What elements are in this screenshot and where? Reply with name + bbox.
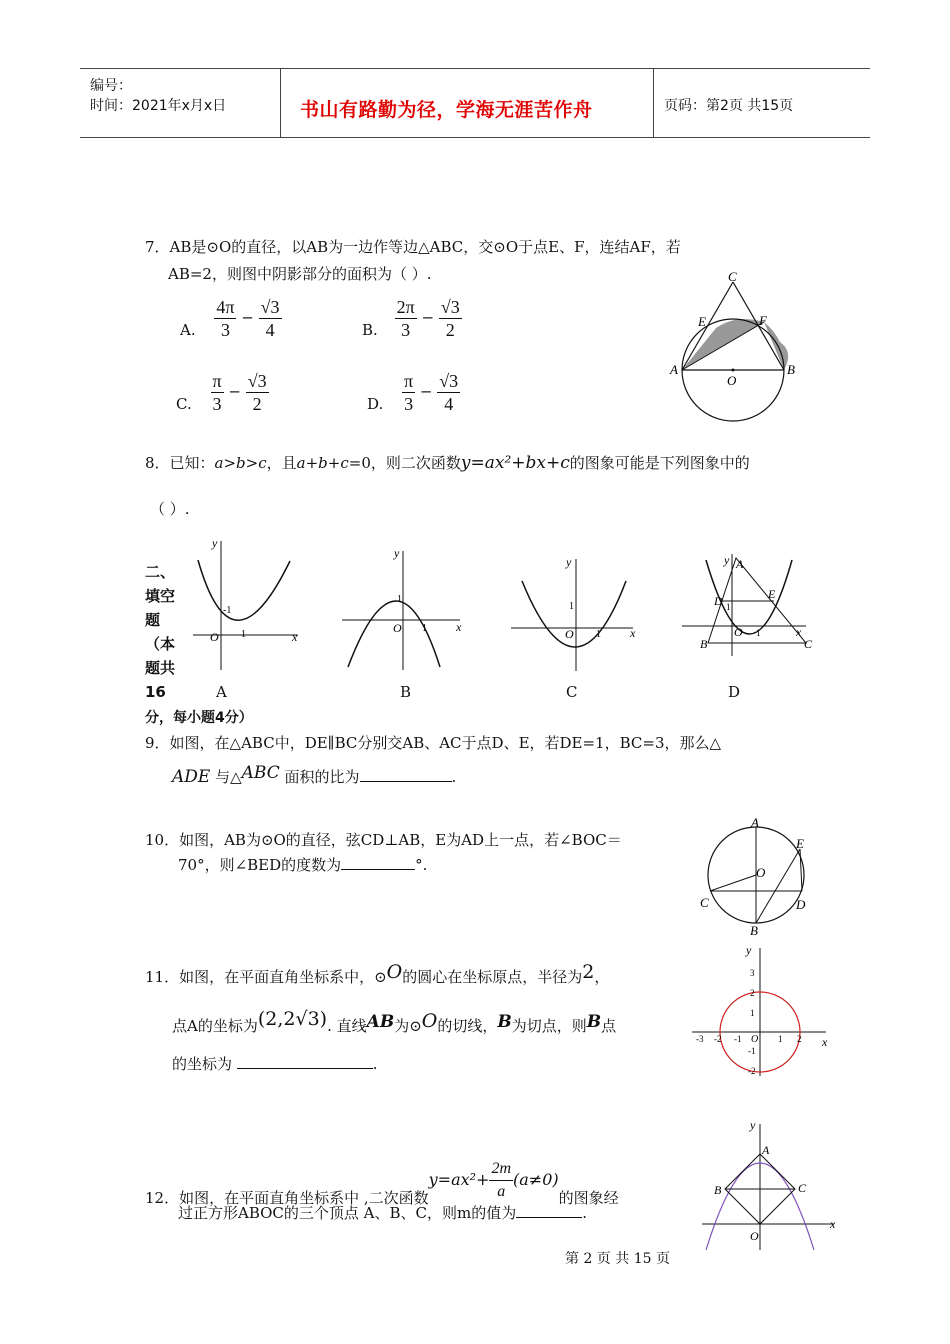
- label-o: O: [727, 373, 737, 388]
- option-label: D.: [367, 394, 384, 413]
- q7-line1: 7．AB是⊙O的直径，以AB为一边作等边△ABC，交⊙O于点E、F，连结AF，若: [145, 238, 681, 256]
- tick-1: 1: [397, 594, 402, 605]
- parabola: [198, 560, 290, 620]
- label-e: E: [698, 314, 706, 329]
- origin-label: O: [734, 625, 743, 639]
- tick-y-neg2: -2: [748, 1066, 756, 1076]
- q12-text-2: 过正方形ABOC的三个顶点 A、B、C，则m的值为: [178, 1204, 517, 1222]
- label-e: E: [768, 587, 776, 601]
- tick-y-2: 2: [750, 988, 755, 998]
- origin-label: O: [210, 630, 219, 644]
- q11-text-2b: . 直线: [327, 1017, 367, 1035]
- q7-option-a[interactable]: [180, 296, 282, 341]
- segment-oc: [710, 875, 756, 891]
- fraction: $\frac{√3}{2}$: [247, 371, 267, 414]
- tick-1: 1: [241, 629, 246, 640]
- q11-line2: [172, 1008, 617, 1036]
- q10-answer-blank[interactable]: [341, 869, 415, 870]
- label-a: A: [762, 1143, 770, 1157]
- q11-figure: [688, 940, 834, 1080]
- axis-y-label: y: [724, 553, 730, 567]
- q7-line2: AB=2，则图中阴影部分的面积为（ ）.: [168, 265, 432, 283]
- option-label: A.: [180, 320, 196, 339]
- tick-x-neg3: -3: [696, 1034, 704, 1044]
- tick-1-x: 1: [422, 623, 427, 634]
- header-left-cell: [80, 69, 281, 137]
- graph-label-d: D: [728, 683, 741, 701]
- minus-sign: −: [241, 308, 254, 327]
- q9-line2: [172, 763, 457, 787]
- label-c: C: [728, 269, 737, 284]
- tick-1-x: 1: [756, 628, 761, 638]
- axis-y-label: y: [212, 536, 218, 550]
- tick-x-neg2: -2: [714, 1034, 722, 1044]
- q10-line1: 10．如图，AB为⊙O的直径，弦CD⊥AB，E为AD上一点，若∠BOC＝: [145, 831, 622, 849]
- q11-text-3: 的坐标为: [172, 1055, 233, 1073]
- q12-end: .: [582, 1204, 588, 1222]
- minus-sign: −: [419, 382, 433, 401]
- tick-x-neg1: -1: [734, 1034, 742, 1044]
- q7-option-c[interactable]: [176, 370, 269, 415]
- axis-x-label: x: [796, 625, 802, 639]
- q11-text-2a: 点A的坐标为: [172, 1017, 258, 1035]
- fraction: $\frac{√3}{4}$: [260, 297, 280, 340]
- axis-x-label: x: [822, 1035, 828, 1049]
- q11-end: .: [372, 1055, 378, 1073]
- axis-y-label: y: [566, 555, 572, 569]
- label-c: C: [700, 895, 709, 910]
- date-label: 时间：2021年x月x日: [90, 98, 227, 114]
- q8-cond2: a+b+c: [296, 454, 349, 472]
- fraction: $\frac{4\pi}{3}$: [216, 297, 235, 340]
- q7-figure: [668, 268, 808, 428]
- tick-x-1: 1: [778, 1034, 783, 1044]
- q10-end: °.: [415, 856, 428, 874]
- tick-neg-1: -1: [223, 605, 232, 616]
- q9-ade: ADE: [172, 767, 211, 787]
- tick-y-3: 3: [750, 968, 755, 978]
- q11-answer-blank[interactable]: [237, 1068, 373, 1069]
- axis-x-label: x: [830, 1217, 836, 1231]
- q8-prefix: 8．已知：: [145, 454, 215, 472]
- axis-x-label: x: [292, 630, 298, 644]
- q11-r: 2: [582, 961, 595, 983]
- segment-ed: [800, 849, 802, 891]
- fraction: $\frac{\pi}{3}$: [404, 371, 414, 414]
- label-d: D: [796, 897, 806, 912]
- axis-x-label: x: [630, 626, 636, 640]
- tick-1-x: 1: [596, 629, 601, 640]
- q9-end: .: [451, 768, 457, 786]
- q9-abc: ABC: [241, 763, 280, 783]
- q11-text-2f: 点: [601, 1017, 617, 1035]
- label-b: B: [714, 1183, 722, 1197]
- q10-text: 70°，则∠BED的度数为: [178, 856, 342, 874]
- q8-graph-b: [340, 545, 470, 675]
- q12-figure: [698, 1116, 840, 1252]
- segment-be: [756, 849, 800, 923]
- q11-text-a: 11．如图，在平面直角坐标系中，⊙: [145, 968, 387, 986]
- label-e: E: [796, 836, 804, 851]
- q12-text-a: 12．如图，在平面直角坐标系中 ,二次函数: [145, 1188, 429, 1207]
- label-d: D: [714, 594, 723, 608]
- q9-line1: 9．如图，在△ABC中，DE∥BC分别交AB、AC于点D、E，若DE=1，BC=3，那么△: [145, 734, 722, 752]
- q9-mid: 与△: [215, 768, 242, 786]
- q11-line1: [145, 961, 610, 987]
- label-b: B: [700, 637, 708, 651]
- label-b: B: [750, 923, 758, 937]
- q9-answer-blank[interactable]: [360, 781, 452, 782]
- label-f: F: [759, 313, 767, 328]
- q12-line1: [145, 1146, 619, 1207]
- q12-text-b: 的图象经: [558, 1188, 619, 1207]
- q11-b: B: [497, 1012, 512, 1032]
- motto: 书山有路勤为径，学海无涯苦作舟: [300, 99, 593, 121]
- tick-y-neg1: -1: [748, 1046, 756, 1056]
- origin-label: O: [565, 627, 574, 641]
- fraction: $\frac{\pi}{3}$: [212, 371, 222, 414]
- q11-text-2e: 为切点，则: [511, 1017, 587, 1035]
- label-a: A: [751, 815, 759, 830]
- fraction: $\frac{√3}{2}$: [440, 297, 460, 340]
- option-label: B.: [362, 320, 378, 339]
- graph-label-b: B: [400, 683, 412, 701]
- fraction: $\frac{√3}{4}$: [439, 371, 459, 414]
- q11-text-c: ，: [594, 968, 610, 986]
- axis-y-label: y: [746, 943, 752, 957]
- q8-line1: [145, 452, 750, 473]
- center-point: [732, 369, 735, 372]
- label-a: A: [736, 557, 744, 571]
- q10-figure: [696, 815, 816, 937]
- label-o: O: [756, 865, 766, 880]
- q11-coord: (2,2√3): [257, 1008, 328, 1030]
- q11-text-2c: 为⊙: [394, 1017, 422, 1035]
- label-b: B: [787, 362, 795, 377]
- q11-text-b: 的圆心在坐标原点，半径为: [402, 968, 583, 986]
- q11-ab: AB: [366, 1012, 395, 1032]
- q11-o: O: [386, 961, 403, 983]
- graph-label-c: C: [566, 683, 578, 701]
- label-c: C: [798, 1181, 807, 1195]
- q8-mid1: ，且: [266, 454, 297, 472]
- q9-suffix: 面积的比为: [284, 768, 360, 786]
- q12-fraction: $\frac{2m}{a}$: [491, 1160, 512, 1200]
- option-label: C.: [176, 394, 192, 413]
- q10-line2: [178, 854, 427, 875]
- tick-1: 1: [569, 601, 574, 612]
- q8-graph-d: [678, 548, 818, 660]
- tick-y-1: 1: [750, 1008, 755, 1018]
- origin-label: O: [750, 1229, 759, 1243]
- q11-line3: [172, 1053, 378, 1074]
- q11-o2: O: [421, 1010, 438, 1032]
- q8-mid2: =0，则二次函数: [348, 454, 461, 472]
- page-header: [80, 68, 870, 138]
- header-right-cell: [653, 69, 871, 137]
- q8-graph-a: [188, 535, 308, 675]
- q11-text-2d: 的切线，: [437, 1017, 498, 1035]
- q12-answer-blank[interactable]: [516, 1217, 582, 1218]
- minus-sign: −: [228, 382, 241, 401]
- shaded-region-right: [764, 322, 788, 370]
- axis-y-label: y: [394, 546, 400, 560]
- page-footer: 第 2 页 共 15 页: [565, 1251, 670, 1267]
- q8-answer: （ ）.: [150, 500, 190, 518]
- q12-func-right: (a≠0): [513, 1169, 559, 1189]
- q8-cond1: a>b>c: [214, 454, 267, 472]
- axis-y-label: y: [750, 1118, 756, 1132]
- minus-sign: −: [421, 308, 435, 327]
- origin-label: O: [751, 1034, 759, 1045]
- q12-func-left: y=ax²+: [428, 1169, 490, 1189]
- axis-x-label: x: [456, 620, 462, 634]
- tick-1: 1: [726, 602, 731, 612]
- q8-suffix: 的图象可能是下列图象中的: [569, 454, 750, 472]
- label-a: A: [670, 362, 678, 377]
- fraction: $\frac{2\pi}{3}$: [396, 297, 415, 340]
- origin-label: O: [393, 621, 402, 635]
- section2-heading: 二、 填空 题 （本 题共 16: [145, 563, 176, 701]
- q7-option-b[interactable]: [362, 296, 462, 341]
- parabola: [522, 581, 626, 647]
- page-label: 页码：第2页 共15页: [664, 98, 794, 114]
- section2-tail: 分，每小题4分）: [145, 710, 253, 726]
- q8-func: y=ax²+bx+c: [460, 453, 570, 473]
- q11-b2: B: [586, 1012, 602, 1032]
- q8-graph-c: [508, 553, 643, 673]
- number-label: 编号：: [90, 78, 132, 94]
- q12-line2: [178, 1202, 587, 1223]
- tick-x-2: 2: [797, 1034, 802, 1044]
- label-c: C: [804, 637, 813, 651]
- graph-label-a: A: [216, 683, 227, 701]
- q7-option-d[interactable]: [367, 370, 460, 415]
